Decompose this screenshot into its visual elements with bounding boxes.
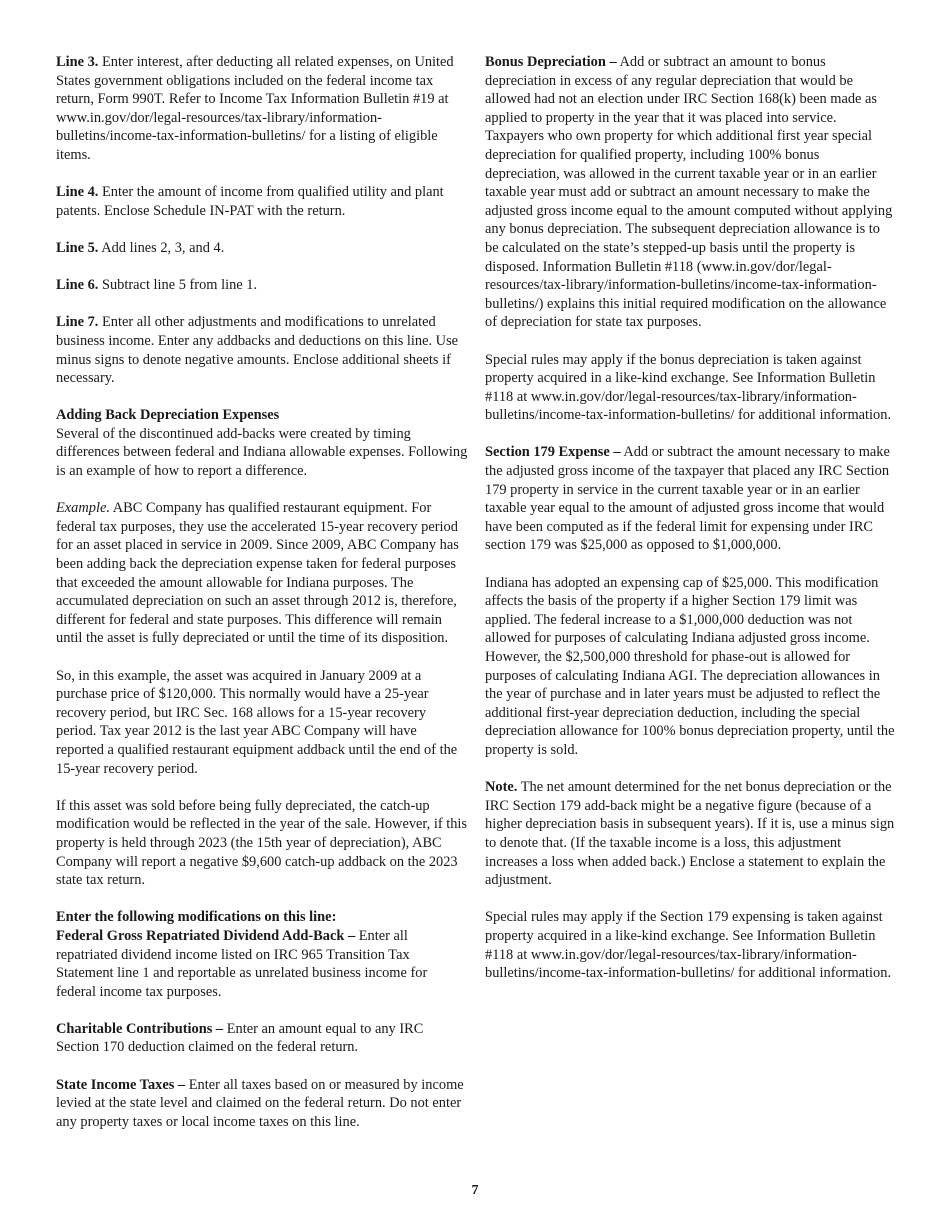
line4-text: Enter the amount of income from qualified utility and plant patents. Enclose Schedule IN-PAT with the return. (56, 184, 444, 219)
depreciation-heading-text: Adding Back Depreciation Expenses (56, 407, 280, 424)
modifications-heading-text: Enter the following modifications on this line: (56, 909, 337, 926)
line7-label: Line 7. (56, 314, 99, 331)
line6-text: Subtract line 5 from line 1. (98, 277, 258, 294)
bonus-depreciation-label: Bonus Depreciation – (485, 54, 617, 70)
note-paragraph (485, 778, 897, 890)
line7-text: Enter all other adjustments and modifications to unrelated business income. Enter any addbacks and deductions on this line. Use minus signs to denote negative amounts. Enclose additional sheets if necessary. (56, 314, 459, 387)
line5-label: Line 5. (56, 239, 99, 256)
line3-paragraph (56, 53, 468, 165)
line3-label: Line 3. (56, 54, 99, 70)
state-income-taxes-text: Enter all taxes based on or measured by income levied at the state level and claimed on the federal return. Do not enter any property taxes or local income taxes on this line. (56, 1076, 464, 1130)
sold-paragraph: If this asset was sold before being fully depreciated, the catch-up modification would be reflected in the year of the sale. However, if this property is held through 2023 (the 15th year of depreciation), ABC Company will report a negative $9,600 catch-up addback on the 2023 state tax return. (56, 797, 468, 889)
left-column (56, 53, 468, 1150)
charitable-label: Charitable Contributions – (56, 1020, 224, 1037)
bonus-depreciation-paragraph (485, 53, 897, 332)
example-paragraph (56, 499, 468, 648)
line5-paragraph (56, 239, 468, 258)
example-text: ABC Company has qualified restaurant equipment. For federal tax purposes, they use the accelerated 15-year recovery period for an asset placed in service in 2009. Since 2009, ABC Company has been adding back the depreciation expense taken for federal purposes that exceeded the amount allowable for Indiana purposes. The accumulated depreciation on such an asset through 2012 is, therefore, different for federal and state purposes. This difference will remain until the asset is fully depreciated or until the time of its disposition. (56, 500, 459, 647)
charitable-text: Enter an amount equal to any IRC Section 170 deduction claimed on the federal return. (56, 1020, 424, 1056)
depreciation-paragraph: Several of the discontinued add-backs were created by timing differences between federal and Indiana allowable expenses. Following is an example of how to report a difference. (56, 425, 468, 480)
example-label: Example. (56, 500, 110, 517)
so-paragraph: So, in this example, the asset was acquired in January 2009 at a purchase price of $120,000. This normally would have a 25-year recovery period, but IRC Sec. 168 allows for a 15-year recovery period. Tax year 2012 is the last year ABC Company will have reported a qualified restaurant equipment addback until the end of the 15-year recovery period. (56, 667, 458, 777)
line6-label: Line 6. (56, 277, 99, 294)
line4-label: Line 4. (56, 184, 99, 201)
special-rules-bonus-paragraph: Special rules may apply if the bonus depreciation is taken against property acquired in a like-kind exchange. See Information Bulletin #118 at www.in.gov/dor/legal-resources/tax-library/information-bulletins/income-tax-information-bulletins/ for additional information. (485, 351, 892, 424)
section179-label: Section 179 Expense – (485, 444, 621, 461)
modifications-heading (56, 908, 468, 927)
indiana-cap-paragraph: Indiana has adopted an expensing cap of $25,000. This modification affects the basis of the property if a higher Section 179 limit was applied. The federal increase to a $1,000,000 deduction was not allowed for purposes of calculating Indiana adjusted gross income. However, the $2,500,000 threshold for phase-out is allowed for purposes of calculating Indiana AGI. The depreciation allowances in the year of purchase and in later years must be adjusted to reflect the additional first-year depreciation deduction, including the special depreciation allowance for 100% bonus depreciation property, until the property is sold. (485, 574, 895, 758)
fgr-paragraph (56, 927, 468, 1001)
section179-text: Add or subtract the amount necessary to make the adjusted gross income of the taxpayer that placed any IRC Section 179 property in service in the current taxable year or in an earlier taxable year equal to the amount of adjusted gross income that would have been computed as if the federal limit for expensing under IRC section 179 was $25,000 as opposed to $1,000,000. (485, 444, 890, 554)
section179-paragraph (485, 443, 897, 555)
charitable-paragraph (56, 1020, 468, 1057)
note-text: The net amount determined for the net bonus depreciation or the IRC Section 179 add-back might be a negative figure (because of a higher depreciation basis in subsequent years). If it is, use a minus sign to denote that. (If the taxable income is a loss, this adjustment increases a loss when added back.) Enclose a statement to explain the adjustment. (485, 779, 895, 889)
state-income-taxes-label: State Income Taxes – (56, 1076, 186, 1093)
right-column (485, 53, 897, 1001)
state-income-taxes-paragraph (56, 1076, 468, 1132)
line7-paragraph (56, 313, 468, 387)
fgr-text: Enter all repatriated dividend income listed on IRC 965 Transition Tax Statement line 1 and reportable as unrelated business income for federal income tax purposes. (56, 927, 428, 1000)
line6-paragraph (56, 276, 468, 295)
depreciation-heading (56, 406, 468, 425)
line4-paragraph (56, 183, 468, 220)
line3-text: Enter interest, after deducting all related expenses, on United States government obligations included on the federal income tax return, Form 990T. Refer to Income Tax Information Bulletin #19 at www.in.gov/dor/legal-resources/tax-library/information-bulletins/income-tax-information-bulletins/ for a listing of eligible items. (56, 54, 454, 163)
fgr-label: Federal Gross Repatriated Dividend Add-Back – (56, 927, 356, 944)
special-rules-179-paragraph: Special rules may apply if the Section 179 expensing is taken against property acquired in a like-kind exchange. See Information Bulletin #118 at www.in.gov/dor/legal-resources/tax-library/information-bulletins/income-tax-information-bulletins/ for additional information. (485, 909, 892, 982)
note-label: Note. (485, 779, 518, 796)
bonus-depreciation-text: Add or subtract an amount to bonus depreciation in excess of any regular depreciation that would be allowed had not an election under IRC Section 168(k) been made as applied to property in the year that it was placed into service. Taxpayers who own property for which additional first year special depreciation for qualified property, including 100% bonus depreciation, was allowed in the current taxable year or in an earlier taxable year must add or subtract an amount necessary to make the adjusted gross income equal to the amount computed without applying any bonus depreciation. The subsequent depreciation allowance is to be calculated on the state’s stepped-up basis until the property is disposed. Information Bulletin #118 (www.in.gov/dor/legal-resources/tax-library/information-bulletins/income-tax-information-bulletins/) explains this initial required modification on the allowance of depreciation for state tax purposes. (485, 54, 893, 331)
page-number: 7 (471, 1183, 479, 1198)
line5-text: Add lines 2, 3, and 4. (98, 239, 225, 256)
